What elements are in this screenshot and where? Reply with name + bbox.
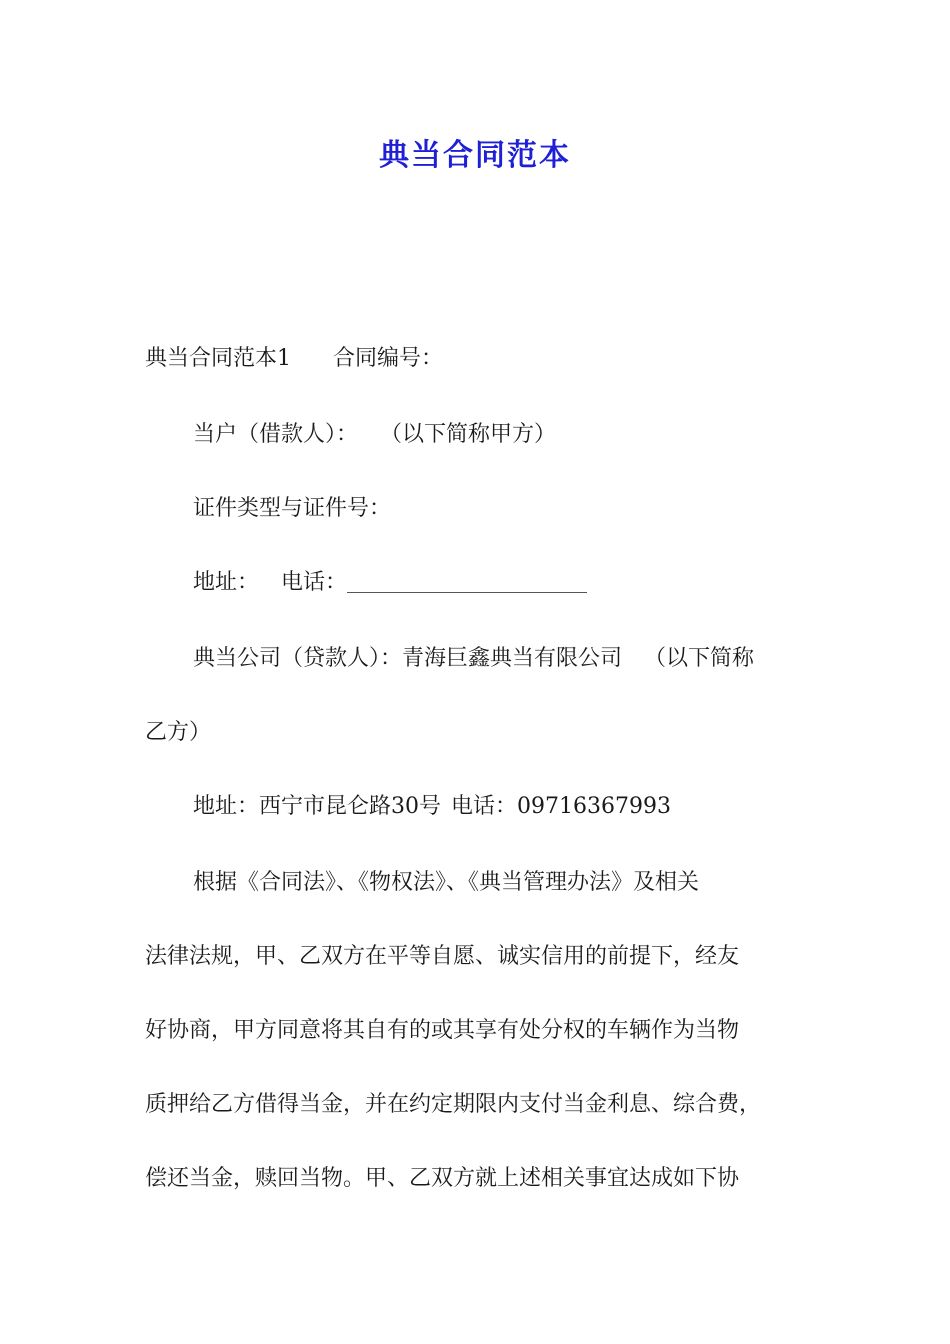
party-b-name: 典当公司（贷款人）：青海巨鑫典当有限公司: [193, 646, 623, 671]
document-title: 典当合同范本: [379, 138, 571, 173]
party-b-address: 地址：西宁市昆仑路30号: [193, 794, 441, 819]
party-a-label: 当户（借款人）：: [193, 422, 359, 447]
party-b-phone: 电话：09716367993: [451, 794, 671, 819]
party-a-contact-line: [193, 568, 587, 598]
body-line: 好协商，甲方同意将其自有的或其享有处分权的车辆作为当物: [145, 1018, 740, 1043]
body-line: 法律法规，甲、乙双方在平等自愿、诚实信用的前提下，经友: [145, 944, 740, 969]
contract-header-line: [145, 344, 443, 374]
party-b-alias-end: 乙方）: [145, 720, 212, 745]
party-a-alias: （以下简称甲方）: [380, 422, 557, 447]
party-a-phone-blank: [347, 570, 587, 593]
contract-doc-name: 典当合同范本1: [145, 346, 291, 371]
party-a-line: [193, 420, 556, 450]
party-b-line: [193, 644, 754, 674]
party-b-alias-start: （以下简称: [644, 646, 755, 671]
body-line: 偿还当金，赎回当物。甲、乙双方就上述相关事宜达成如下协: [145, 1166, 740, 1191]
party-a-address-label: 地址：: [193, 570, 260, 595]
body-line: 质押给乙方借得当金，并在约定期限内支付当金利息、综合费，: [145, 1092, 762, 1117]
party-a-phone-label: 电话：: [281, 570, 348, 595]
contract-number-label: 合同编号：: [333, 346, 444, 371]
party-a-id-line: 证件类型与证件号：: [193, 496, 392, 521]
body-line: 根据《合同法》、《物权法》、《典当管理办法》及相关: [193, 870, 700, 895]
party-b-contact-line: [193, 792, 671, 822]
